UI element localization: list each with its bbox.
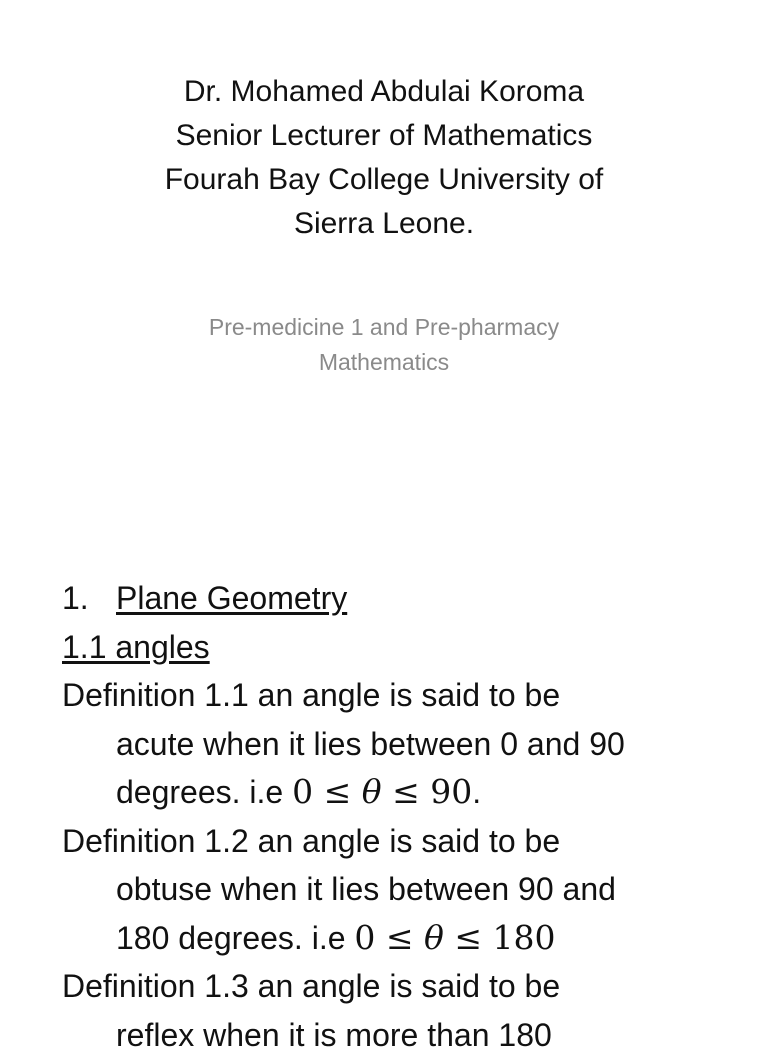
theta-symbol: θ (424, 918, 444, 957)
section-heading (62, 574, 742, 623)
title-slide (0, 0, 768, 512)
definition-2-ie-text: 180 degrees. i.e (116, 920, 346, 956)
inequality-left: 0 ≤ (292, 772, 362, 811)
subsection-heading (62, 623, 742, 672)
section-number: 1. (62, 574, 116, 623)
definition-2-line-2: obtuse when it lies between 90 and (62, 865, 742, 914)
definition-3-line-2: reflex when it is more than 180 (62, 1011, 742, 1059)
definition-1-ie-text: degrees. i.e (116, 774, 283, 810)
definition-1-line-2: acute when it lies between 0 and 90 (62, 720, 742, 769)
theta-symbol: θ (362, 772, 382, 811)
inequality-right: ≤ 180 (444, 918, 556, 957)
definition-2-inequality (354, 918, 555, 957)
subtitle-line-2: Mathematics (0, 345, 768, 380)
section-title: Plane Geometry (116, 580, 347, 616)
content-slide (0, 512, 768, 1024)
definition-1-inequality (292, 772, 472, 811)
inequality-left: 0 ≤ (354, 918, 424, 957)
title-line-position: Senior Lecturer of Mathematics (0, 114, 768, 158)
title-line-institution: Fourah Bay College University of (0, 158, 768, 202)
definition-3-line-1: Definition 1.3 an angle is said to be (62, 962, 742, 1011)
title-line-author: Dr. Mohamed Abdulai Koroma (0, 70, 768, 114)
title-line-country: Sierra Leone. (0, 202, 768, 246)
title-block (0, 70, 768, 246)
subtitle-line-1: Pre-medicine 1 and Pre-pharmacy (0, 310, 768, 345)
definition-1-period: . (472, 774, 481, 810)
definition-2-line-3 (62, 914, 742, 963)
definition-1-line-3 (62, 768, 742, 817)
subtitle-block (0, 310, 768, 380)
definition-1-line-1: Definition 1.1 an angle is said to be (62, 671, 742, 720)
subsection-title: 1.1 angles (62, 629, 210, 665)
inequality-right: ≤ 90 (382, 772, 473, 811)
slide-content (62, 574, 742, 1059)
definition-2-line-1: Definition 1.2 an angle is said to be (62, 817, 742, 866)
